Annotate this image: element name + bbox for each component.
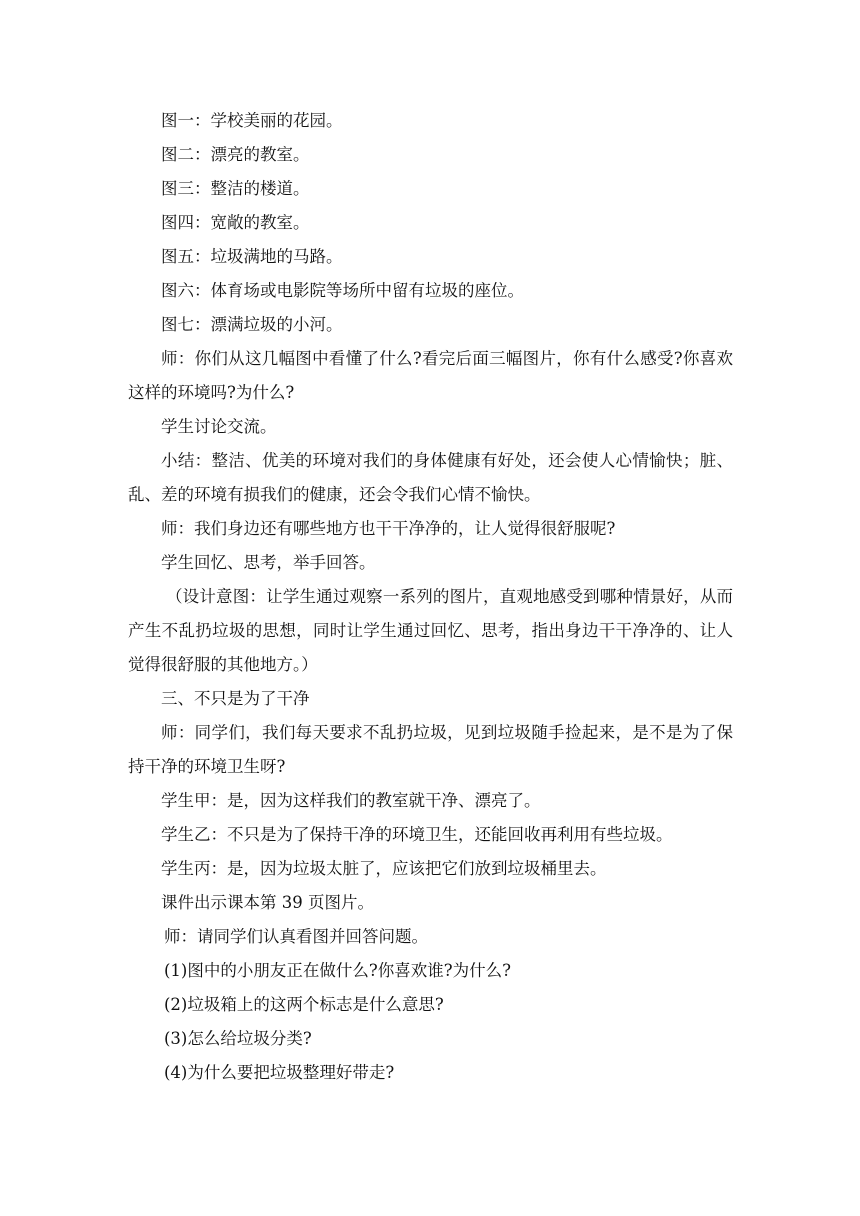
- paragraph-student-c: 学生丙：是，因为垃圾太脏了，应该把它们放到垃圾桶里去。: [161, 859, 607, 878]
- paragraph-student-a: 学生甲：是，因为这样我们的教室就干净、漂亮了。: [161, 791, 541, 810]
- paragraph-figure-6: 图六：体育场或电影院等场所中留有垃圾的座位。: [161, 281, 524, 300]
- paragraph-teacher-question-1: 师：你们从这几幅图中看懂了什么?看完后面三幅图片，你有什么感受?你喜欢这样的环境吗?为什么?: [128, 349, 733, 402]
- paragraph-teacher-question-3: 师：同学们，我们每天要求不乱扔垃圾，见到垃圾随手捡起来，是不是为了保持干净的环境卫生呀?: [128, 723, 733, 776]
- paragraph-figure-7: 图七：漂满垃圾的小河。: [161, 315, 343, 334]
- paragraph-figure-3: 图三：整洁的楼道。: [161, 179, 310, 198]
- paragraph-design-intent: （设计意图：让学生通过观察一系列的图片，直观地感受到哪种情景好，从而产生不乱扔垃圾的思想，同时让学生通过回忆、思考，指出身边干干净净的、让人觉得很舒服的其他地方。）: [128, 587, 733, 674]
- paragraph-student-recall: 学生回忆、思考，举手回答。: [161, 553, 376, 572]
- question-item-1: (1)图中的小朋友正在做什么?你喜欢谁?为什么?: [164, 961, 511, 980]
- paragraph-student-discussion: 学生讨论交流。: [161, 417, 277, 436]
- paragraph-teacher-instruction: 师：请同学们认真看图并回答问题。: [164, 927, 428, 946]
- document-page: [128, 104, 733, 1090]
- paragraph-figure-2: 图二：漂亮的教室。: [161, 145, 310, 164]
- paragraph-figure-4: 图四：宽敞的教室。: [161, 213, 310, 232]
- paragraph-figure-1: 图一：学校美丽的花园。: [161, 111, 343, 130]
- section-heading-three: 三、不只是为了干净: [161, 689, 310, 708]
- paragraph-summary: 小结：整洁、优美的环境对我们的身体健康有好处，还会使人心情愉快；脏、乱、差的环境有损我们的健康，还会令我们心情不愉快。: [128, 451, 733, 504]
- question-item-4: (4)为什么要把垃圾整理好带走?: [164, 1063, 395, 1082]
- paragraph-teacher-question-2: 师：我们身边还有哪些地方也干干净净的，让人觉得很舒服呢?: [161, 519, 616, 538]
- question-item-2: (2)垃圾箱上的这两个标志是什么意思?: [164, 995, 444, 1014]
- paragraph-student-b: 学生乙：不只是为了保持干净的环境卫生，还能回收再利用有些垃圾。: [161, 825, 673, 844]
- paragraph-courseware: 课件出示课本第 39 页图片。: [161, 893, 374, 912]
- question-item-3: (3)怎么给垃圾分类?: [164, 1029, 312, 1048]
- paragraph-figure-5: 图五：垃圾满地的马路。: [161, 247, 343, 266]
